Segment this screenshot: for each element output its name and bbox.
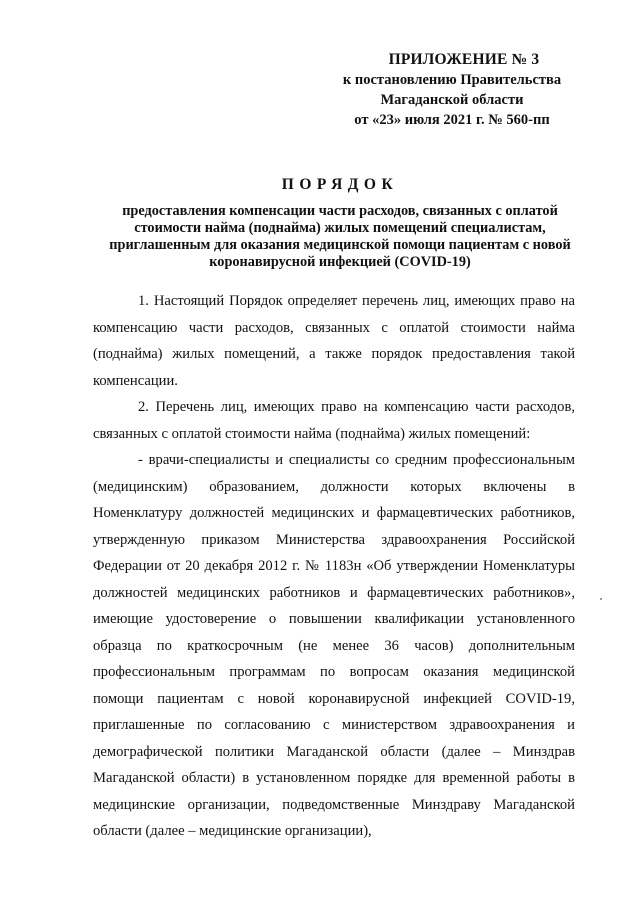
- document-subtitle: предоставления компенсации части расходов, связанных с оплатой стоимости найма (поднайма) жилых помещений специалистам, приглашенным для оказания медицинской помощи пациентам с новой коронавирусной инфекцией (COVID-19): [109, 203, 571, 270]
- appendix-line-1: к постановлению Правительства: [342, 72, 562, 88]
- appendix-block: [322, 50, 582, 130]
- paragraph-3: - врачи-специалисты и специалисты со средним профессиональным (медицинским) образованием, должности которых включены в Номенклатуру должностей медицинских и фармацевтических работников, утвержденную приказом Министерства здравоохранения Российской Федерации от 20 декабря 2012 г. № 1183н «Об утверждении Номенклатуры должностей медицинских работников и фармацевтических работников», имеющие удостоверение о повышении квалификации установленного образца по краткосрочным (не менее 36 часов) дополнительным профессиональным программам по вопросам оказания медицинской помощи пациентам с новой коронавирусной инфекцией COVID-19, приглашенные по согласованию с министерством здравоохранения и демографической политики Магаданской области (далее – Минздрав Магаданской области) в установленном порядке для временной работы в медицинские организации, подведомственные Минздраву Магаданской области (далее – медицинские организации),: [93, 452, 575, 839]
- paragraph-1: 1. Настоящий Порядок определяет перечень лиц, имеющих право на компенсацию части расходов, связанных с оплатой стоимости найма (поднайма) жилых помещений, а также порядок предоставления такой компенсации.: [93, 293, 575, 389]
- document-body: [93, 288, 575, 845]
- scan-speck: [600, 598, 602, 600]
- appendix-label: ПРИЛОЖЕНИЕ № 3: [388, 51, 540, 68]
- appendix-line-2: Магаданской области: [380, 92, 524, 108]
- paragraph-2: 2. Перечень лиц, имеющих право на компенсацию части расходов, связанных с оплатой стоимости найма (поднайма) жилых помещений:: [93, 399, 575, 442]
- document-title: ПОРЯДОК: [281, 176, 399, 193]
- appendix-line-3: от «23» июля 2021 г. № 560-пп: [354, 112, 550, 128]
